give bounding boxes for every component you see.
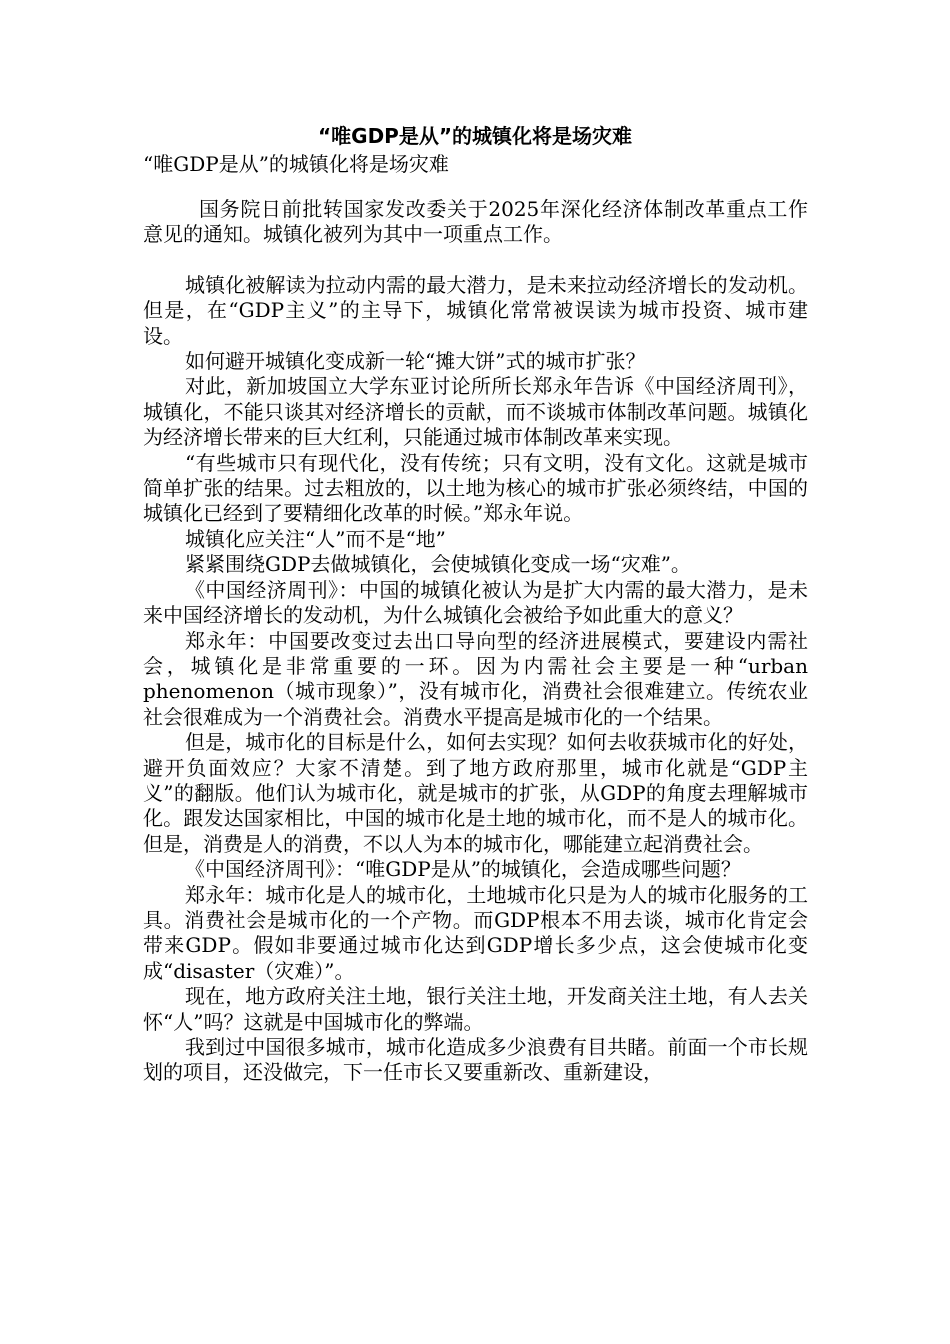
section-heading: 城镇化应关注“人”而不是“地” <box>185 526 446 551</box>
article-body <box>143 197 808 1086</box>
paragraph: 《中国经济周刊》：“唯GDP是从”的城镇化，会造成哪些问题？ <box>185 857 741 882</box>
paragraph: 《中国经济周刊》：中国的城镇化被认为是扩大内需的最大潜力，是未来中国经济增长的发动机，为什么城镇化会被给予如此重大的意义？ <box>143 577 808 628</box>
paragraph: 现在，地方政府关注土地，银行关注土地，开发商关注土地，有人去关怀“人”吗？这就是中国城市化的弊端。 <box>143 984 808 1034</box>
document-subtitle: “唯GDP是从”的城镇化将是场灾难 <box>143 152 449 176</box>
paragraph: 紧紧围绕GDP去做城镇化，会使城镇化变成一场“灾难”。 <box>185 552 691 577</box>
paragraph: 郑永年：城市化是人的城市化，土地城市化只是为人的城市化服务的工具。消费社会是城市化的一个产物。而GDP根本不用去谈，城市化肯定会带来GDP。假如非要通过城市化达到GDP增长多少点，这会使城市化变成“disaster（灾难）”。 <box>143 882 808 983</box>
paragraph: 郑永年：中国要改变过去出口导向型的经济进展模式，要建设内需社会，城镇化是非常重要的一环。因为内需社会主要是一种“urban phenomenon（城市现象）”，没有城市化，消费社会很难建立。传统农业社会很难成为一个消费社会。消费水平提高是城市化的一个结果。 <box>143 628 808 729</box>
paragraph: 城镇化被解读为拉动内需的最大潜力，是未来拉动经济增长的发动机。但是，在“GDP主义”的主导下，城镇化常常被误读为城市投资、城市建设。 <box>143 272 808 348</box>
paragraph: 我到过中国很多城市，城市化造成多少浪费有目共睹。前面一个市长规划的项目，还没做完，下一任市长又要重新改、重新建设， <box>143 1035 808 1085</box>
document-title: “唯GDP是从”的城镇化将是场灾难 <box>318 124 632 148</box>
paragraph: 国务院日前批转国家发改委关于2025年深化经济体制改革重点工作意见的通知。城镇化被列为其中一项重点工作。 <box>143 197 808 247</box>
paragraph: 如何避开城镇化变成新一轮“摊大饼”式的城市扩张？ <box>185 349 646 374</box>
paragraph: 但是，城市化的目标是什么，如何去实现？如何去收获城市化的好处，避开负面效应？大家不清楚。到了地方政府那里，城市化就是“GDP主义”的翻版。他们认为城市化，就是城市的扩张，从GDP的角度去理解城市化。跟发达国家相比，中国的城市化是土地的城市化，而不是人的城市化。但是，消费是人的消费，不以人为本的城市化，哪能建立起消费社会。 <box>143 730 808 856</box>
paragraph: 对此，新加坡国立大学东亚讨论所所长郑永年告诉《中国经济周刊》，城镇化，不能只谈其对经济增长的贡献，而不谈城市体制改革问题。城镇化为经济增长带来的巨大红利，只能通过城市体制改革来实现。 <box>143 374 808 450</box>
paragraph: “有些城市只有现代化，没有传统；只有文明，没有文化。这就是城市简单扩张的结果。过去粗放的，以土地为核心的城市扩张必须终结，中国的城镇化已经到了要精细化改革的时候。”郑永年说。 <box>143 450 808 526</box>
